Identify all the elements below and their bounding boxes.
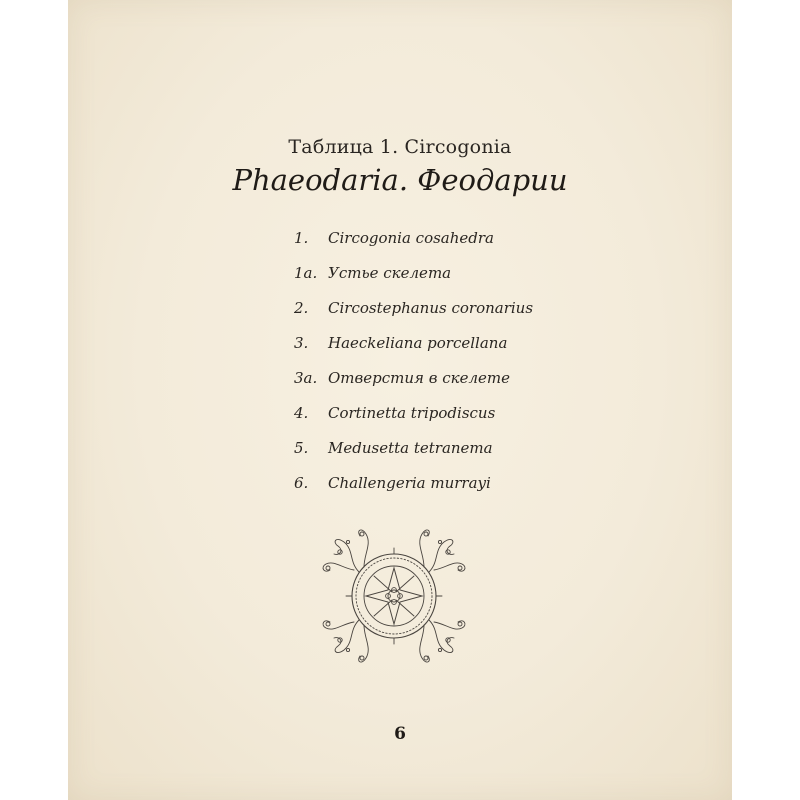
book-page — [68, 0, 732, 800]
legend-number: 5. — [294, 439, 309, 457]
legend-name: Отверстия в скелете — [328, 369, 510, 387]
legend-name: Устье скелета — [328, 264, 452, 282]
legend-name: Medusetta tetranema — [328, 439, 493, 457]
tentacle-cluster-bottom-left — [323, 620, 368, 662]
page-number: 6 — [394, 724, 406, 744]
radiolarian-engraving — [314, 512, 474, 680]
legend-number: 3а. — [294, 369, 318, 387]
tentacle-cluster-top-right — [420, 530, 465, 572]
legend-number: 2. — [294, 299, 309, 317]
legend-number: 1а. — [294, 264, 318, 282]
legend-name: Cortinetta tripodiscus — [328, 404, 496, 422]
legend-name: Challengeria murrayi — [328, 474, 491, 492]
legend-name: Circogonia cosahedra — [328, 229, 495, 247]
legend-name: Haeckeliana porcellana — [328, 334, 508, 352]
legend-number: 1. — [294, 229, 309, 247]
radiolarian-body — [346, 548, 442, 644]
legend-name: Circostephanus coronarius — [328, 299, 534, 317]
plate-title: Phaeodaria. Феодарии — [232, 163, 568, 197]
plate-subtitle: Таблица 1. Circogonia — [288, 136, 512, 158]
legend-number: 3. — [294, 334, 309, 352]
legend-number: 6. — [294, 474, 309, 492]
legend-number: 4. — [294, 404, 309, 422]
species-legend — [68, 0, 732, 800]
tentacle-cluster-top-left — [323, 530, 368, 572]
tentacle-cluster-bottom-right — [420, 620, 465, 662]
